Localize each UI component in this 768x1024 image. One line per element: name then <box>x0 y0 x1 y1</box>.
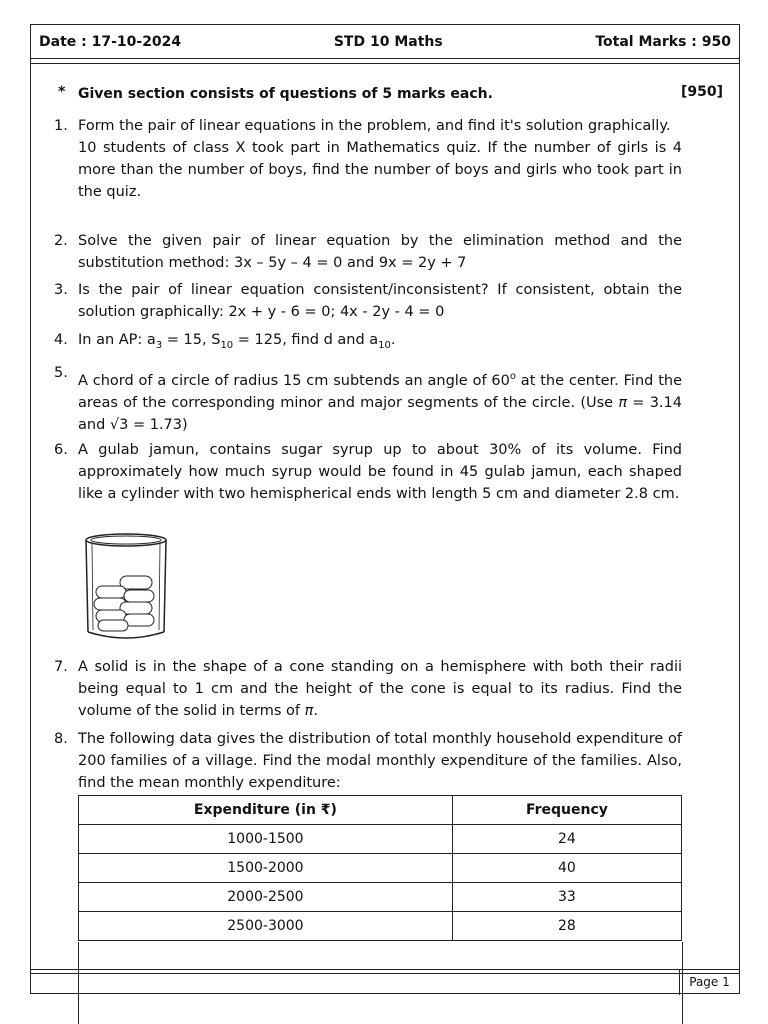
page-number: Page 1 <box>679 969 739 995</box>
header-divider <box>31 63 739 64</box>
column-header: Expenditure (in ₹) <box>79 796 453 825</box>
question-number: 1. <box>54 118 68 134</box>
table-border-right <box>682 942 683 1024</box>
question-number: 2. <box>54 233 68 249</box>
sqrt-symbol: √3 <box>109 416 129 433</box>
table-cell: 33 <box>452 883 681 912</box>
question-number: 3. <box>54 282 68 298</box>
question-text: A gulab jamun, contains sugar syrup up to about 30% of its volume. Find approximately how much syrup would be found in 45 gulab jamun, each shaped like a cylinder with two hemispherical ends with length 5 cm and diameter 2.8 cm. <box>78 442 682 502</box>
question-number: 8. <box>54 731 68 747</box>
question-5 <box>54 362 682 436</box>
question-text: A solid is in the shape of a cone standing on a hemisphere with both their radii being equal to 1 cm and the height of the cone is equal to its radius. Find the volume of the solid in terms of π. <box>78 659 682 719</box>
question-8 <box>54 728 682 794</box>
question-text: In an AP: $a_3 = 15$, $S_{10} = 125$, find d and $a_{10}$. <box>78 332 396 351</box>
section-instruction: Given section consists of questions of 5 marks each. <box>78 86 493 102</box>
table-border-left <box>78 942 79 1024</box>
question-number: 5. <box>54 365 68 381</box>
exam-date: Date : 17-10-2024 <box>39 33 182 50</box>
question-6 <box>54 439 682 505</box>
header-bar <box>31 25 739 59</box>
question-2 <box>54 230 682 274</box>
table-cell: 28 <box>452 912 681 941</box>
question-4 <box>54 329 682 357</box>
question-number: 6. <box>54 442 68 458</box>
table-header-row <box>79 796 682 825</box>
table-row <box>79 912 682 941</box>
gulab-jamun-jar-image <box>84 532 168 642</box>
table-cell: 2000-2500 <box>79 883 453 912</box>
question-text: Solve the given pair of linear equation by the elimination method and the substitution method: 3x – 5y – 4 = 0 and 9x = 2y + 7 <box>78 233 682 271</box>
star-bullet: * <box>58 84 66 100</box>
question-text: The following data gives the distribution of total monthly household expenditure of 200 families of a village. Find the modal monthly expenditure of the families. Also, find the mean monthly expenditure: <box>78 731 682 791</box>
table-row <box>79 854 682 883</box>
section-marks: [950] <box>680 84 723 100</box>
question-number: 4. <box>54 332 68 348</box>
question-text: Form the pair of linear equations in the problem, and find it's solution graphically. <box>78 118 671 134</box>
table-cell: 40 <box>452 854 681 883</box>
expenditure-table <box>78 795 682 941</box>
table-cell: 1500-2000 <box>79 854 453 883</box>
table-row <box>79 825 682 854</box>
question-7 <box>54 656 682 722</box>
exam-subject: STD 10 Maths <box>333 33 443 50</box>
question-3 <box>54 279 682 323</box>
table-row <box>79 883 682 912</box>
question-1 <box>54 115 682 203</box>
question-number: 7. <box>54 659 68 675</box>
table-cell: 1000-1500 <box>79 825 453 854</box>
total-marks: Total Marks : 950 <box>595 33 731 50</box>
question-text: 10 students of class X took part in Mathematics quiz. If the number of girls is 4 more than the number of boys, find the number of boys and girls who took part in the quiz. <box>78 140 682 200</box>
question-text: Is the pair of linear equation consistent/inconsistent? If consistent, obtain the solution graphically: 2x + y - 6 = 0; 4x - 2y - 4 = 0 <box>78 282 682 320</box>
question-text: A chord of a circle of radius 15 cm subtends an angle of 60$^o$ at the center. Find the areas of the corresponding minor and major segments of the circle. (Use π = 3.14 and √3 = 1.73) <box>78 371 682 433</box>
footer-divider <box>31 969 739 970</box>
table-cell: 24 <box>452 825 681 854</box>
footer-divider-2 <box>31 973 739 974</box>
table-cell: 2500-3000 <box>79 912 453 941</box>
column-header: Frequency <box>452 796 681 825</box>
